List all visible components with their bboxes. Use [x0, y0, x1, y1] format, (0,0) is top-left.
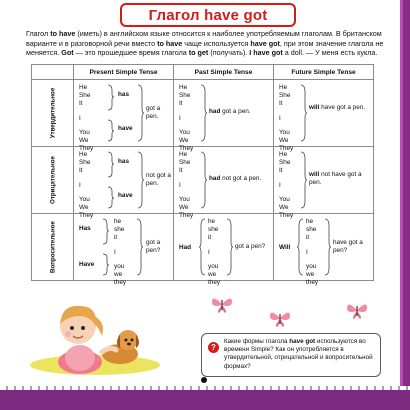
- brace-icon: [300, 151, 308, 209]
- column-header: Present Simple Tense: [74, 65, 174, 80]
- butterfly-icon: [210, 294, 234, 314]
- pronoun-list: He She It I You We They: [279, 151, 294, 220]
- pronoun-list: he she it I you we they: [114, 218, 127, 287]
- brace-icon: [137, 84, 145, 142]
- intro-paragraph: Глагол to have (иметь) в английском языке относится к наиболее употребляемым глаголам. В британском варианте и в разговорной речи вместо to have чаще используется have got, при этом значение глагола не меняется. Got — это прошедшее время глагола to get (получать). I have got a doll. — У меня есть кукла.: [26, 29, 384, 58]
- verb-has: has: [118, 158, 130, 165]
- table-row: [32, 214, 374, 281]
- brace-icon: [200, 84, 208, 142]
- butterfly-icon: [345, 300, 369, 320]
- brace-icon: [102, 218, 110, 276]
- brace-icon: [107, 151, 115, 209]
- table-cell: [74, 214, 174, 287]
- page-dot: [201, 377, 207, 383]
- table-cell: [74, 80, 174, 153]
- brace-icon: [296, 218, 304, 276]
- brace-icon: [136, 218, 144, 276]
- table-cell: [74, 147, 174, 220]
- pronoun-list: He She It I You We They: [179, 84, 194, 153]
- object-text: got a pen?: [235, 243, 266, 250]
- brace-icon: [226, 218, 234, 276]
- object-text: got a pen.: [146, 105, 161, 121]
- table-cell: [174, 214, 274, 287]
- question-mark-icon: ?: [208, 342, 219, 353]
- verb-has: Has: [79, 225, 91, 232]
- object-text: not got a pen.: [146, 172, 171, 188]
- pronoun-list: he she it I you we they: [306, 218, 319, 287]
- grammar-table: [31, 64, 374, 287]
- pronoun-list: He She It I You We They: [179, 151, 194, 220]
- table-cell: He She It I You We They had not got a pen.: [174, 147, 274, 214]
- girl-with-puppy-illustration: [50, 296, 160, 376]
- row-label: Отрицательное: [32, 147, 74, 214]
- brace-icon: [324, 218, 332, 276]
- verb-had: Had: [179, 244, 192, 251]
- brace-icon: [300, 84, 308, 142]
- brace-icon: [107, 84, 115, 142]
- row-label: Утвердительное: [32, 80, 74, 147]
- column-header: Future Simple Tense: [274, 65, 374, 80]
- object-text: have got a pen?: [333, 239, 363, 255]
- verb-have: have: [118, 192, 133, 199]
- column-header: Past Simple Tense: [174, 65, 274, 80]
- question-text: Какие формы глагола have got используются во времени Simple? Как он употребляется в утвердительной, отрицательной и вопросительной формах?: [224, 338, 373, 370]
- verb-have: have: [118, 125, 133, 132]
- pronoun-list: he she it I you we they: [208, 218, 221, 287]
- bottom-frame: [0, 386, 410, 410]
- butterfly-icon: [268, 308, 292, 328]
- table-cell: He She It I You We They will not have got a pen.: [274, 147, 374, 214]
- page-title: Глагол have got: [148, 6, 268, 24]
- table-cell: [274, 214, 374, 287]
- table-row: [32, 147, 374, 214]
- brace-icon: [200, 151, 208, 209]
- table-cell: He She It I You We They had got a pen.: [174, 80, 274, 147]
- title-box: [120, 3, 296, 27]
- pronoun-list: He She It I You We They: [279, 84, 294, 153]
- row-label: Вопросительное: [32, 214, 74, 281]
- object-text: got a pen?: [146, 239, 161, 255]
- verb-has: has: [118, 91, 130, 98]
- brace-icon: [198, 218, 206, 276]
- verb-will: Will: [279, 244, 291, 251]
- corner-cell: [32, 65, 74, 80]
- pronoun-list: He She It I You We They: [79, 151, 94, 220]
- table-row: [32, 80, 374, 147]
- brace-icon: [137, 151, 145, 209]
- question-box: [201, 333, 381, 377]
- pronoun-list: He She It I You We They: [79, 84, 94, 153]
- verb-have: Have: [79, 261, 95, 268]
- table-header-row: [32, 65, 374, 80]
- table-cell: He She It I You We They will have got a pen.: [274, 80, 374, 147]
- decorative-border: [400, 0, 410, 410]
